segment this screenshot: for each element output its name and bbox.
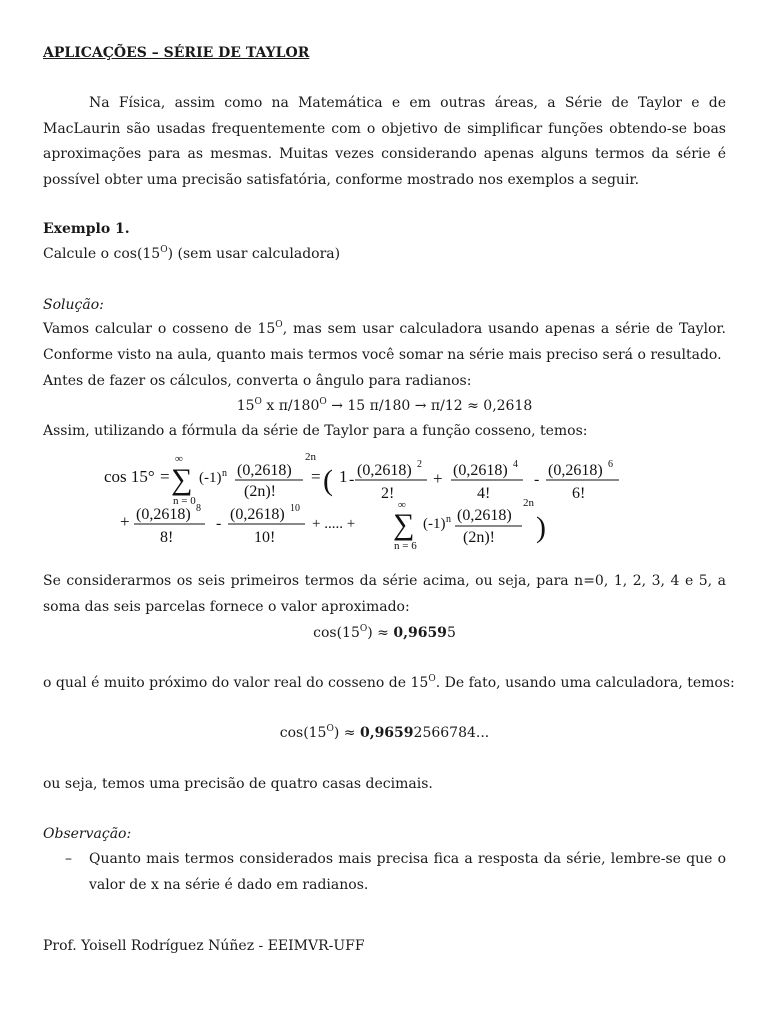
general-term-exponent: 2n xyxy=(305,452,316,463)
plus-sign-1: + xyxy=(433,469,443,488)
term8-numerator: (0,2618) xyxy=(136,506,191,523)
sum-lower-limit-2: n = 6 xyxy=(394,540,417,552)
sum-lower-limit-1: n = 0 xyxy=(173,495,196,507)
term4-denominator: 4! xyxy=(477,485,491,502)
angle-conversion: $15^O$ x $\pi/180^O \to 15$ π/180 → π/12 ≈ 0,2618 xyxy=(236,397,533,414)
observation-text: Quanto mais termos considerados mais precisa fica a resposta da série, lembre-se que o valor de x na série é dado em radianos. xyxy=(89,851,726,893)
sum-upper-limit-2: ∞ xyxy=(398,499,406,511)
minus-sign-1: - xyxy=(349,471,355,488)
remainder-exponent: 2n xyxy=(523,497,534,509)
sum-upper-limit-1: ∞ xyxy=(175,453,183,465)
term10-denominator: 10! xyxy=(254,529,276,546)
taylor-series-formula xyxy=(57,452,649,562)
formula-equals-2: = xyxy=(311,467,321,486)
neg-one-exponent-2: n xyxy=(446,514,451,525)
term2-numerator: (0,2618) xyxy=(357,462,412,479)
document-title: APLICAÇÕES – SÉRIE DE TAYLOR xyxy=(43,45,310,61)
neg-one-power-1: (-1) xyxy=(199,470,222,486)
term4-exponent: 4 xyxy=(513,459,518,470)
sigma-symbol-1: ∑ xyxy=(171,463,193,496)
right-paren: ) xyxy=(536,511,546,544)
term8-exponent: 8 xyxy=(196,503,201,514)
general-term-denominator: (2n)! xyxy=(244,483,276,500)
general-term-numerator: (0,2618) xyxy=(237,462,292,479)
term6-numerator: (0,2618) xyxy=(548,462,603,479)
neg-one-exponent-1: n xyxy=(222,468,227,479)
sigma-symbol-2: ∑ xyxy=(393,508,415,541)
solution-paragraph-5: o qual é muito próximo do valor real do cosseno de $15^O$. De fato, usando uma calculadora, temos: xyxy=(43,674,735,691)
term-one: 1 xyxy=(339,467,348,486)
approximation-2: $\cos(15^O) \approx 0,96592566784$... xyxy=(279,724,490,741)
neg-one-power-2: (-1) xyxy=(423,516,446,532)
solution-paragraph-1: Vamos calcular o cosseno de $15^O$, mas sem usar calculadora usando apenas a série de Taylor. Conforme visto na aula, quanto mais termos você somar na série mais preciso será o resultado. xyxy=(43,320,726,363)
term4-numerator: (0,2618) xyxy=(453,462,508,479)
plus-sign-2: + xyxy=(120,512,130,531)
approximation-1: $\cos(15^O) \approx 0,96595$ xyxy=(313,624,456,641)
minus-sign-3: - xyxy=(216,515,222,532)
term2-denominator: 2! xyxy=(381,485,395,502)
solution-paragraph-4: Se considerarmos os seis primeiros termos da série acima, ou seja, para n=0, 1, 2, 3, 4 e 5, a soma das seis parcelas fornece o valor aproximado: xyxy=(43,573,726,615)
intro-paragraph: Na Física, assim como na Matemática e em outras áreas, a Série de Taylor e de MacLaurin são usadas frequentemente com o objetivo de simplificar funções obtendo-se boas aproximações para as mesmas. Muitas vezes considerando apenas alguns termos da série é possível obter uma precisão satisfatória, conforme mostrado nos exemplos a seguir. xyxy=(43,95,726,188)
solution-label: Solução: xyxy=(43,297,104,313)
term10-numerator: (0,2618) xyxy=(230,506,285,523)
example-heading: Exemplo 1. xyxy=(43,221,130,237)
minus-sign-2: - xyxy=(534,471,540,488)
term6-denominator: 6! xyxy=(572,485,586,502)
solution-paragraph-2: Antes de fazer os cálculos, converta o ângulo para radianos: xyxy=(43,373,472,389)
term6-exponent: 6 xyxy=(608,459,613,470)
term8-denominator: 8! xyxy=(160,529,174,546)
formula-equals-1: = xyxy=(160,467,170,486)
solution-paragraph-6: ou seja, temos uma precisão de quatro casas decimais. xyxy=(43,776,433,792)
term10-exponent: 10 xyxy=(290,503,300,514)
observation-list-item xyxy=(43,847,726,899)
example-prompt: Calcule o $\cos(15^O)$ (sem usar calculadora) xyxy=(43,245,341,262)
footer-author: Prof. Yoisell Rodríguez Núñez - EEIMVR-UFF xyxy=(43,938,365,954)
ellipsis-terms: + ..... + xyxy=(312,516,356,532)
solution-paragraph-3: Assim, utilizando a fórmula da série de Taylor para a função cosseno, temos: xyxy=(43,423,588,439)
remainder-denominator: (2n)! xyxy=(463,529,495,546)
term2-exponent: 2 xyxy=(417,459,422,470)
left-paren: ( xyxy=(323,464,333,497)
remainder-numerator: (0,2618) xyxy=(457,507,512,524)
bullet-dash: – xyxy=(65,851,72,867)
formula-lhs: cos 15° xyxy=(104,467,155,486)
observation-label: Observação: xyxy=(43,826,132,842)
